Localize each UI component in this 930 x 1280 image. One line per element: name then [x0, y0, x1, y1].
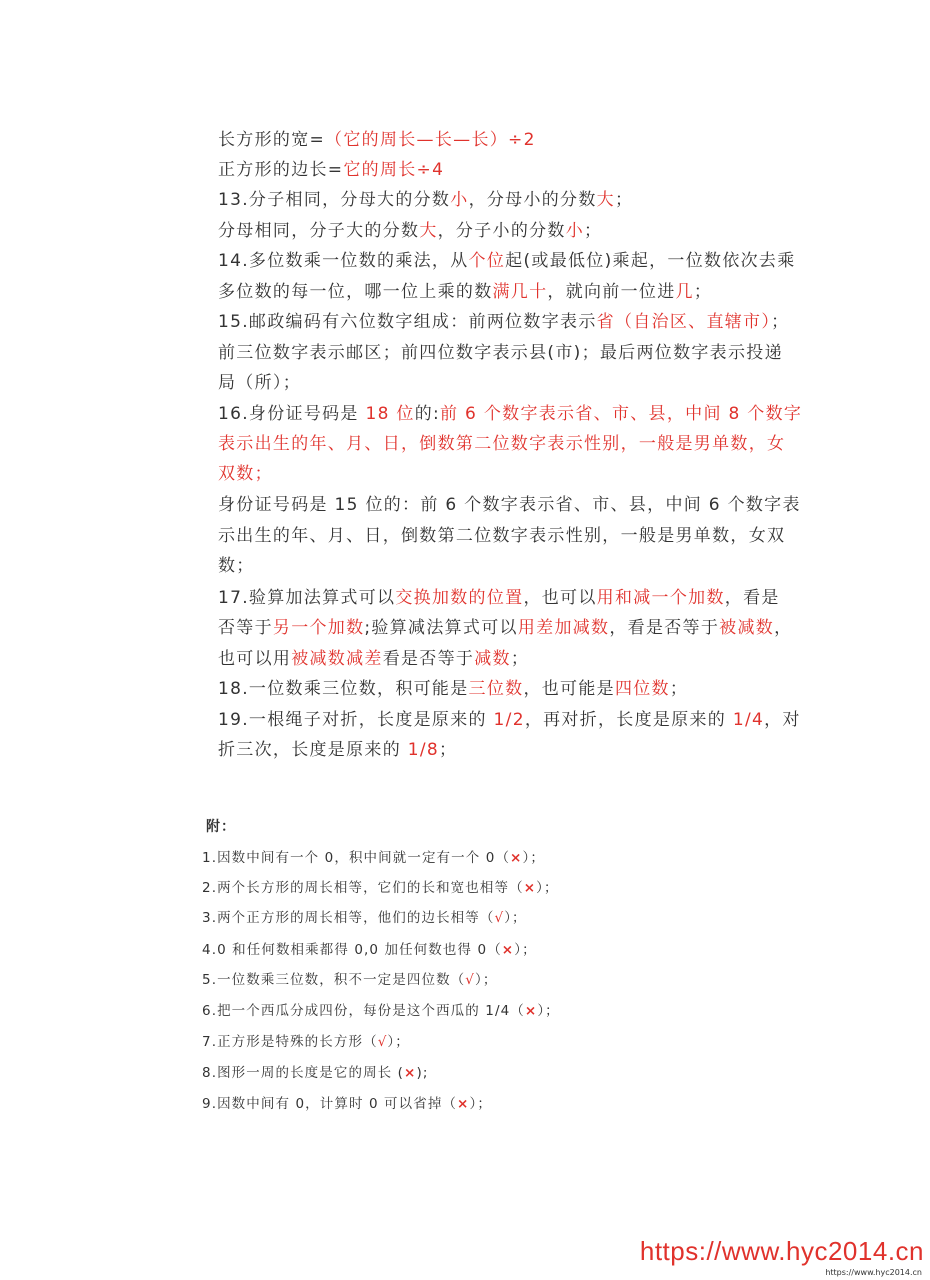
answer-text: 四位数	[614, 679, 670, 699]
answer-text: 它的周长÷4	[343, 160, 445, 180]
text-line	[218, 402, 802, 426]
appendix-item	[202, 970, 497, 990]
answer-text: 用和减一个加数	[596, 588, 725, 608]
text-line	[218, 647, 529, 671]
appendix-title: 附：	[206, 819, 236, 835]
text-segment: 身份证号码是 15 位的：前 6 个数字表示省、市、县，中间 6 个数字表	[218, 495, 801, 515]
text-segment: ；	[614, 190, 634, 210]
cross-mark-icon: ×	[457, 1096, 470, 1112]
appendix-statement: 7.正方形是特殊的长方形（	[202, 1034, 378, 1050]
appendix-statement: 1.因数中间有一个 0，积中间就一定有一个 0（	[202, 850, 511, 866]
text-line	[218, 341, 783, 365]
appendix-item	[202, 848, 545, 868]
appendix-statement: 8.图形一周的长度是它的周长 (	[202, 1065, 405, 1081]
text-segment: 分母相同，分子大的分数	[218, 221, 420, 241]
text-segment: ，分母小的分数	[468, 190, 597, 210]
text-segment: ；	[693, 282, 713, 302]
text-segment: 折三次，长度是原来的	[218, 740, 408, 760]
text-segment: 17.验算加法算式可以	[218, 588, 396, 608]
appendix-statement: 6.把一个西瓜分成四份，每份是这个西瓜的 1/4（	[202, 1003, 525, 1019]
check-mark-icon: √	[465, 972, 475, 988]
text-segment: 多位数的每一位，哪一位上乘的数	[218, 282, 493, 302]
answer-text: 大	[596, 190, 615, 210]
answer-text: 满几十	[492, 282, 548, 302]
watermark-small-url: https://www.hyc2014.cn	[825, 1268, 922, 1277]
text-segment: 19.一根绳子对折，长度是原来的	[218, 710, 494, 730]
text-segment: 16.身份证号码是	[218, 404, 366, 424]
cross-mark-icon: ×	[510, 850, 523, 866]
watermark-url[interactable]: https://www.hyc2014.cn	[639, 1236, 924, 1266]
answer-text: 减数	[474, 649, 511, 669]
text-line	[218, 188, 633, 212]
appendix-item	[202, 1094, 492, 1114]
text-segment: 看是否等于	[382, 649, 475, 669]
text-segment: ，看是	[724, 588, 780, 608]
text-line	[218, 616, 792, 640]
cross-mark-icon: ×	[404, 1065, 417, 1081]
text-line	[218, 677, 688, 701]
answer-text: 三位数	[468, 679, 524, 699]
answer-text: 1/2	[493, 710, 525, 730]
answer-text: 被减数	[719, 618, 775, 638]
appendix-statement: 3.两个正方形的周长相等，他们的边长相等（	[202, 910, 495, 926]
text-line	[218, 524, 785, 548]
answer-text: 18 位	[365, 404, 415, 424]
text-segment: 13.分子相同，分母大的分数	[218, 190, 451, 210]
text-segment: 前三位数字表示邮区；前四位数字表示县(市)；最后两位数字表示投递	[218, 343, 783, 363]
text-segment: 的:	[414, 404, 441, 424]
check-mark-icon: √	[494, 910, 505, 926]
answer-text: 前 6 个数字表示省、市、县，中间 8 个数字	[440, 404, 803, 424]
answer-text: 表示出生的年、月、日，倒数第二位数字表示性别，一般是男单数，女	[218, 434, 786, 454]
answer-text: 个位	[468, 251, 506, 271]
cross-mark-icon: ×	[524, 1003, 538, 1019]
text-segment: 18.一位数乘三位数，积可能是	[218, 679, 469, 699]
appendix-statement: 5.一位数乘三位数，积不一定是四位数（	[202, 972, 466, 988]
text-line	[218, 280, 712, 304]
answer-text: 1/4	[732, 710, 765, 730]
text-line	[218, 586, 780, 610]
appendix-punctuation: ）；	[474, 972, 498, 988]
text-segment: 局（所）；	[218, 373, 301, 393]
appendix-punctuation: ）；	[522, 850, 545, 866]
appendix-punctuation: );	[416, 1065, 429, 1081]
text-line	[218, 128, 536, 152]
appendix-item	[202, 878, 559, 898]
cross-mark-icon: ×	[523, 880, 537, 896]
text-segment: 也可以用	[218, 649, 292, 669]
answer-text: 另一个加数	[272, 618, 365, 638]
answer-text: 用差加减数	[517, 618, 610, 638]
text-segment: ，看是否等于	[609, 618, 720, 638]
answer-text: 几	[675, 282, 694, 302]
answer-text: （它的周长—长—长）÷2	[325, 130, 536, 150]
text-line	[218, 310, 789, 334]
text-segment: 14.多位数乘一位数的乘法，从	[218, 251, 469, 271]
answer-text: 被减数减差	[291, 649, 383, 669]
text-segment: 起(或最低位)乘起，一位数依次去乘	[505, 251, 796, 271]
text-line	[218, 554, 255, 578]
appendix-statement: 2.两个长方形的周长相等，它们的长和宽也相等（	[202, 880, 524, 896]
text-segment: ；	[510, 649, 530, 669]
appendix-punctuation: ）；	[469, 1096, 492, 1112]
appendix-punctuation: ）；	[387, 1034, 410, 1050]
text-segment: ；	[584, 221, 603, 241]
text-segment: 长方形的宽=	[218, 130, 326, 150]
check-mark-icon: √	[377, 1034, 388, 1050]
answer-text: 小	[450, 190, 469, 210]
answer-text: 小	[565, 221, 585, 241]
text-segment: ；	[669, 679, 689, 699]
text-segment: ，就向前一位进	[547, 282, 676, 302]
text-segment: ，再对折，长度是原来的	[524, 710, 733, 730]
text-segment: 正方形的边长=	[218, 160, 344, 180]
appendix-item	[202, 1032, 410, 1052]
appendix-punctuation: ）；	[537, 1003, 560, 1019]
text-segment: ；	[438, 740, 458, 760]
text-segment: 示出生的年、月、日，倒数第二位数字表示性别，一般是男单数，女双	[218, 526, 786, 546]
text-segment: ；	[771, 312, 790, 332]
text-segment: 数；	[218, 556, 255, 576]
appendix-item	[202, 1001, 560, 1021]
text-line	[218, 462, 273, 486]
appendix-punctuation: ）；	[514, 942, 537, 958]
appendix-item	[202, 940, 537, 960]
appendix-item	[202, 908, 527, 928]
answer-text: 交换加数的位置	[395, 588, 524, 608]
text-line	[218, 432, 785, 456]
cross-mark-icon: ×	[501, 942, 515, 958]
appendix-item	[202, 1063, 428, 1083]
appendix-statement: 9.因数中间有 0，计算时 0 可以省掉（	[202, 1096, 458, 1112]
answer-text: 大	[419, 221, 438, 241]
text-line	[218, 738, 457, 762]
appendix-punctuation: ）；	[504, 910, 527, 926]
text-segment: ，	[774, 618, 793, 638]
answer-text: 双数；	[218, 464, 273, 484]
text-segment: ，对	[764, 710, 801, 730]
text-line	[218, 371, 301, 395]
text-line	[218, 219, 602, 243]
text-line	[218, 249, 796, 273]
text-segment: ，也可以	[523, 588, 597, 608]
answer-text: 1/8	[407, 740, 439, 760]
text-segment: ，也可能是	[523, 679, 615, 699]
text-line	[218, 708, 801, 732]
appendix-punctuation: ）；	[536, 880, 559, 896]
text-line	[218, 158, 444, 182]
text-line	[218, 493, 801, 517]
text-segment: ;验算减法算式可以	[364, 618, 518, 638]
answer-text: 省（自治区、直辖市）	[596, 312, 772, 332]
text-segment: 否等于	[218, 618, 273, 638]
text-segment: ，分子小的分数	[437, 221, 566, 241]
appendix-statement: 4.0 和任何数相乘都得 0,0 加任何数也得 0（	[202, 942, 502, 958]
text-segment: 15.邮政编码有六位数字组成：前两位数字表示	[218, 312, 597, 332]
